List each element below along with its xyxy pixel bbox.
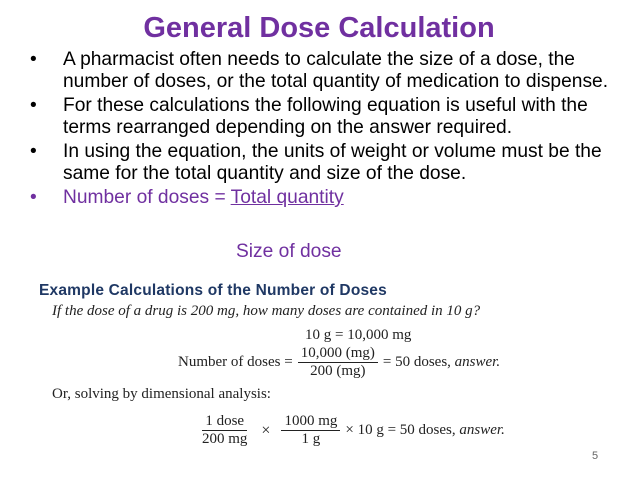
conversion-equation: 10 g = 10,000 mg xyxy=(305,327,412,343)
doses-equation-rhs: = 50 doses, xyxy=(382,354,451,370)
dose-per-mg-fraction xyxy=(199,413,250,448)
doses-equation-lhs: Number of doses = xyxy=(178,354,293,370)
bullet-dot: • xyxy=(30,95,37,116)
example-question: If the dose of a drug is 200 mg, how many doses are contained in 10 g? xyxy=(52,303,481,319)
multiply-sign: × xyxy=(261,421,271,439)
formula-numerator: Total quantity xyxy=(230,187,344,208)
dimensional-analysis-rhs: × 10 g = 50 doses, xyxy=(345,422,456,438)
page-number: 5 xyxy=(592,450,599,462)
bullet-list xyxy=(30,49,620,211)
formula-bullet xyxy=(30,187,620,209)
dimensional-analysis-equation xyxy=(194,413,505,448)
bullet-item xyxy=(30,49,620,93)
bullet-item xyxy=(30,141,620,185)
bullet-item xyxy=(30,95,620,139)
fraction-denominator: 200 mg xyxy=(202,431,248,447)
formula-denominator: Size of dose xyxy=(236,241,342,262)
doses-fraction xyxy=(298,345,378,380)
fraction-numerator: 10,000 (mg) xyxy=(298,345,378,363)
bullet-text: In using the equation, the units of weight or volume must be the same for the total quantity and size of the dose. xyxy=(63,141,602,184)
fraction-numerator: 1000 mg xyxy=(281,413,340,431)
bullet-dot: • xyxy=(30,187,37,208)
bullet-dot: • xyxy=(30,141,37,162)
fraction-denominator: 1 g xyxy=(301,431,321,447)
fraction-denominator: 200 (mg) xyxy=(310,363,366,379)
formula-lhs: Number of doses = xyxy=(63,187,231,208)
answer-label: answer. xyxy=(459,422,505,438)
bullet-text: For these calculations the following equation is useful with the terms rearranged depending on the answer required. xyxy=(63,95,588,138)
answer-label: answer. xyxy=(454,354,501,370)
example-header: Example Calculations of the Number of Doses xyxy=(39,282,387,299)
fraction-numerator: 1 dose xyxy=(202,413,247,431)
bullet-dot: • xyxy=(30,49,37,70)
dimensional-analysis-intro: Or, solving by dimensional analysis: xyxy=(52,386,271,402)
doses-equation xyxy=(178,345,500,380)
mg-per-g-fraction xyxy=(281,413,340,448)
bullet-text: A pharmacist often needs to calculate the size of a dose, the number of doses, or the total quantity of medication to dispense. xyxy=(63,49,609,92)
slide-title: General Dose Calculation xyxy=(143,12,495,44)
